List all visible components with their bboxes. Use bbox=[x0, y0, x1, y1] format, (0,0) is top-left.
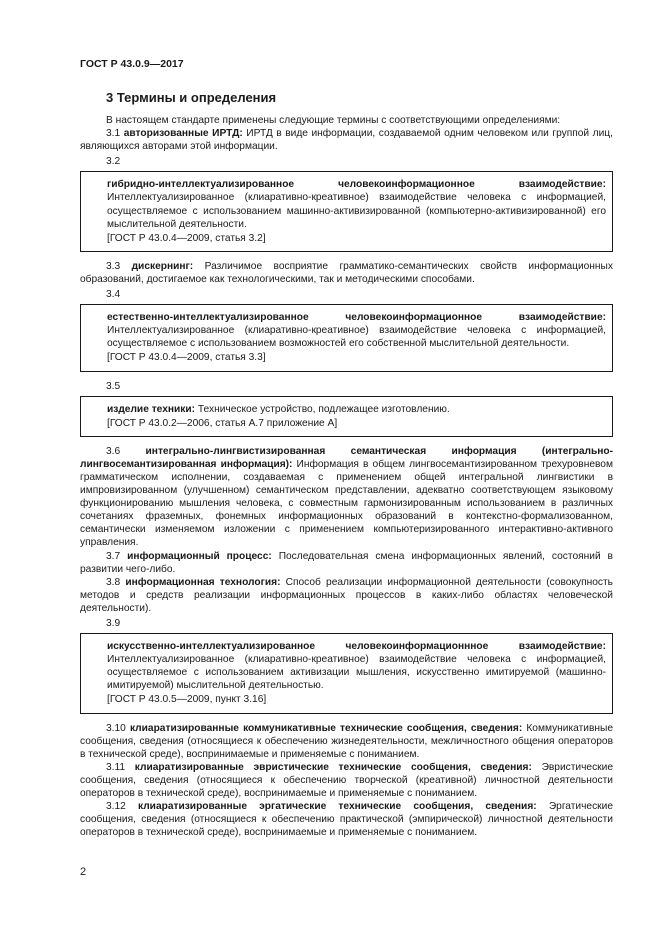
term-number: 3.4 bbox=[106, 289, 121, 301]
term-number: 3.5 bbox=[106, 380, 121, 392]
term-3-1: 3.1 авторизованные ИРТД: ИРТД в виде информации, создаваемой одним человеком или группой лиц, являющихся авторами этой информации. bbox=[80, 128, 613, 153]
term-title: изделие техники: bbox=[107, 403, 196, 415]
term-definition: Эргатические сообщения, сведения (относящиеся к обеспечению практической (эмпирической) личностной деятельности операторов в технической среде), воспринимаемые и применяемые с пониманием. bbox=[80, 801, 613, 839]
term-reference: [ГОСТ Р 43.0.5—2009, пункт 3.16] bbox=[107, 694, 267, 706]
term-box-3-2 bbox=[80, 171, 613, 251]
term-definition: Техническое устройство, подлежащее изготовлению. bbox=[197, 403, 450, 415]
term-title: интегрально-лингвистизированная семантическая информация (интегрально-лингвосемантизированная информация): bbox=[80, 445, 613, 470]
term-definition: Информация в общем лингвосемантизированном трехуровневом грамматическом исполнении, создаваемая с применением общей интегральной лингвистики в импровизированном (улучшенном) семантическом представлении, адекватно соответствующем языковому функционированию мышления человека, с совместным гармонизированным использованием в различных сочетаниях фраземных, фонемных информационных образований в контекстно-формализованном, семантически изменяемом изложении с применением компьютеризированного интерактивно-активного управления. bbox=[80, 458, 613, 549]
term-number: 3.2 bbox=[106, 156, 121, 168]
term-definition: Интеллектуализированное (клиаративно-креативное) взаимодействие человека с информацией, осуществляемое с использованием активизации мышления, искусственно имитируемой (машинно-имитируемой) мыслительной деятельностью. bbox=[107, 654, 606, 692]
document-body bbox=[80, 114, 613, 839]
term-3-11: 3.11 клиаратизированные эвристические технические сообщения, сведения: Эвристические сообщения, сведения (относящиеся к обеспечению творческой (креативной) личностной деятельности операторов в технической среде), воспринимаемые и применяемые с пониманием. bbox=[80, 761, 613, 800]
term-3-3: 3.3 дискернинг: Различимое восприятие грамматико-семантических свойств информационных образований, достигаемое как технологическими, так и методическими способами. bbox=[80, 260, 613, 285]
term-3-6: 3.6 интегрально-лингвистизированная семантическая информация (интегрально-лингвосемантизированная информация): Информация в общем лингвосемантизированном трехуровневом грамматическом исполнении, создаваемая с применением общей интегральной лингвистики в импровизированном (улучшенном) семантическом представлении, адекватно соответствующем языковому функционированию мышления человека, с совместным гармонизированным использованием в различных сочетаниях фраземных, фонемных информационных образований в контекстно-формализованном, семантически изменяемом изложении с применением компьютеризированного интерактивно-активного управления. bbox=[80, 445, 613, 549]
term-title: клиаратизированные коммуникативные технические сообщения, сведения: bbox=[129, 722, 523, 734]
term-title: информационная технология: bbox=[125, 576, 281, 588]
term-title: авторизованные ИРТД: bbox=[123, 128, 243, 140]
term-number: 3.9 bbox=[106, 618, 121, 629]
term-definition: Коммуникативные сообщения, сведения (относящиеся к обеспечению жизнедеятельности, межличностного общения операторов в технической среде), воспринимаемые и применяемые с пониманием. bbox=[80, 722, 613, 760]
term-3-7: 3.7 информационный процесс: Последовательная смена информационных явлений, состояний в развитии чего-либо. bbox=[80, 550, 613, 575]
term-box-3-5 bbox=[80, 396, 613, 437]
term-title: дискернинг: bbox=[131, 260, 194, 272]
document-header: ГОСТ Р 43.0.9—2017 bbox=[80, 58, 184, 70]
term-reference: [ГОСТ Р 43.0.2—2006, статья А.7 приложение А] bbox=[107, 417, 338, 429]
term-definition: Эвристические сообщения, сведения (относящиеся к обеспечению творческой (креативной) личностной деятельности операторов в технической среде), воспринимаемые и применяемые с пониманием. bbox=[80, 761, 613, 800]
term-definition: Последовательная смена информационных явлений, состояний в развитии чего-либо. bbox=[80, 550, 613, 575]
term-box-3-9 bbox=[80, 633, 613, 713]
term-box-3-4 bbox=[80, 304, 613, 371]
term-definition: Способ реализации информационной деятельности (совокупность методов и средств реализации информационных процессов в каких-либо областях человеческой деятельности). bbox=[80, 576, 613, 614]
term-3-12: 3.12 клиаратизированные эргатические технические сообщения, сведения: Эргатические сообщения, сведения (относящиеся к обеспечению практической (эмпирической) личностной деятельности операторов в технической среде), воспринимаемые и применяемые с пониманием. bbox=[80, 801, 613, 839]
term-title: клиаратизированные эвристические технические сообщения, сведения: bbox=[134, 761, 532, 773]
term-definition: Интеллектуализированное (клиаративно-креативное) взаимодействие человека с информацией, осуществляемое с использованием возможностей его собственной мыслительной деятельности. bbox=[107, 325, 606, 350]
term-title: естественно-интеллектуализированное человекоинформационное взаимодействие: bbox=[107, 312, 606, 324]
section-title: 3 Термины и определения bbox=[106, 90, 277, 105]
term-title: информационный процесс: bbox=[127, 550, 272, 562]
term-definition: ИРТД в виде информации, создаваемой одним человеком или группой лиц, являющихся авторами этой информации. bbox=[80, 128, 613, 153]
term-reference: [ГОСТ Р 43.0.4—2009, статья 3.3] bbox=[107, 352, 266, 364]
page-number: 2 bbox=[80, 866, 87, 878]
term-definition: Интеллектуализированное (клиаративно-креативное) взаимодействие человека с информацией, осуществляемое с использованием машинно-активизированной (компьютерно-активизированной) его мыслительной деятельности. bbox=[107, 192, 606, 230]
term-definition: Различимое восприятие грамматико-семантических свойств информационных образований, достигаемое как технологическими, так и методическими способами. bbox=[80, 260, 613, 285]
term-3-8: 3.8 информационная технология: Способ реализации информационной деятельности (совокупность методов и средств реализации информационных процессов в каких-либо областях человеческой деятельности). bbox=[80, 576, 613, 614]
term-3-10: 3.10 клиаратизированные коммуникативные технические сообщения, сведения: Коммуникативные сообщения, сведения (относящиеся к обеспечению жизнедеятельности, межличностного общения операторов в технической среде), воспринимаемые и применяемые с пониманием. bbox=[80, 722, 613, 760]
term-title: клиаратизированные эргатические технические сообщения, сведения: bbox=[137, 801, 537, 813]
term-title: гибридно-интеллектуализированное человекоинформационное взаимодействие: bbox=[107, 179, 606, 191]
term-title: искусственно-интеллектуализированное человекоинформационнное взаимодействие: bbox=[107, 641, 606, 653]
intro-paragraph: В настоящем стандарте применены следующие термины с соответствующими определениями: bbox=[106, 115, 561, 126]
term-reference: [ГОСТ Р 43.0.4—2009, статья 3.2] bbox=[107, 232, 266, 244]
